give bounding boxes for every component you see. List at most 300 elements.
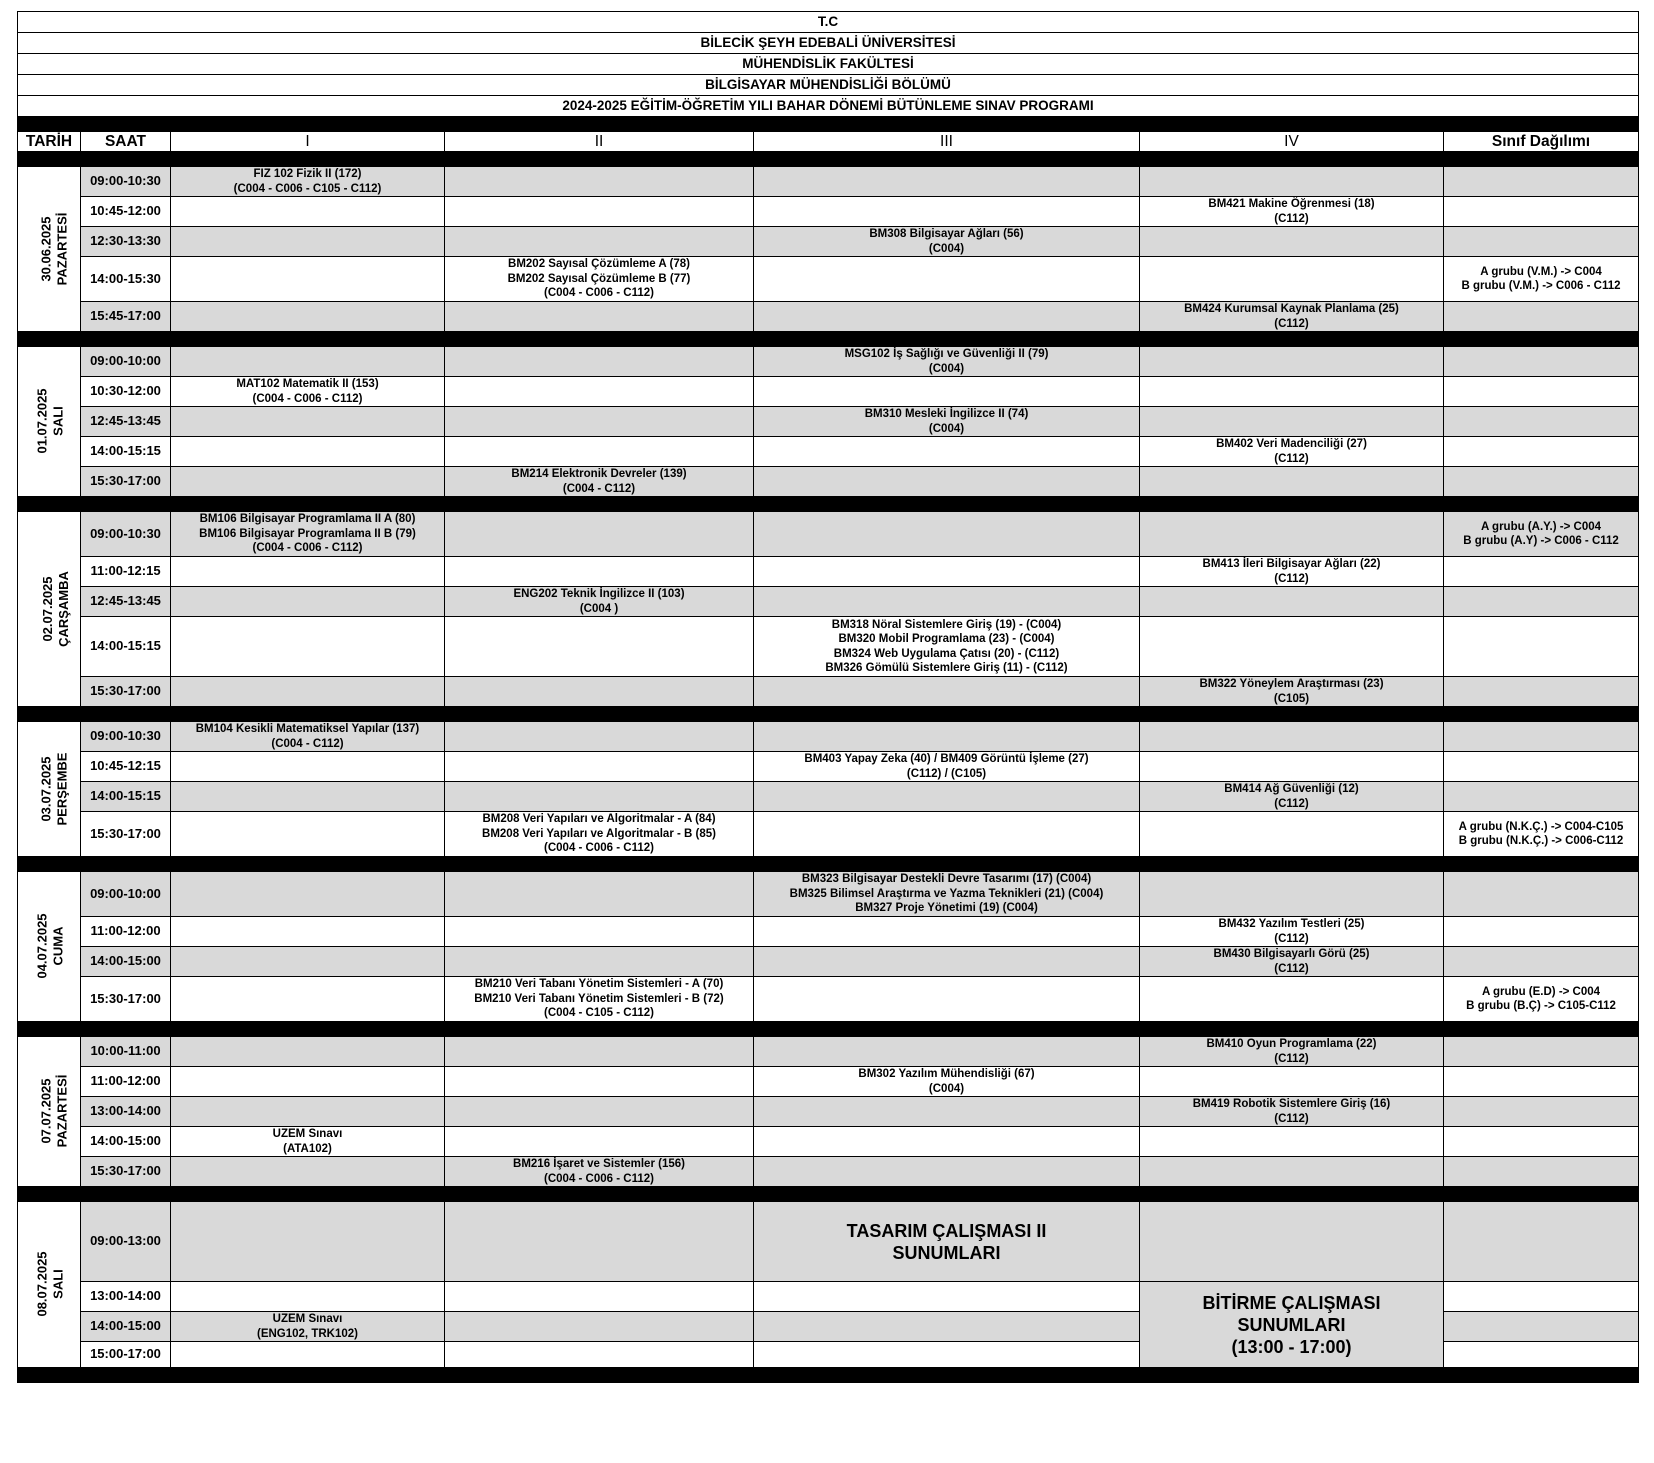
time-slot: 12:45-13:45 [81,407,171,437]
schedule-row [18,782,1639,812]
slot-ii [445,1312,754,1342]
slot-ii [445,617,754,677]
cell-line: UZEM Sınavı [272,1128,343,1140]
schedule-row [18,1127,1639,1157]
slot-ii [445,917,754,947]
schedule-row [18,1157,1639,1187]
column-header-date: TARİH [18,132,81,152]
cell-line: FIZ 102 Fizik II (172) [253,168,362,180]
date-value: 04.07.2025 [34,913,50,979]
schedule-row [18,917,1639,947]
cell-line: BM210 Veri Tabanı Yönetim Sistemleri - B (72) [474,992,724,1005]
schedule-row [18,617,1639,677]
cell-line: A grubu (E.D) -> C004 [1481,985,1601,998]
schedule-row [18,1282,1639,1312]
class-distribution [1444,812,1639,857]
slot-ii [445,167,754,197]
schedule-row [18,977,1639,1022]
exam-schedule-table [17,11,1639,1383]
cell-line: (C004 - C006 - C112) [544,287,654,300]
cell-line: (C004) [928,242,965,255]
time-slot: 10:00-11:00 [81,1037,171,1067]
cell-line: (C004) [928,1082,965,1095]
slot-ii [445,1097,754,1127]
slot-iii [754,587,1140,617]
schedule-row [18,872,1639,917]
slot-iii [754,437,1140,467]
cell-line: BM432 Yazılım Testleri (25) [1218,918,1365,930]
slot-iv [1140,812,1444,857]
cell-line: BM302 Yazılım Mühendisliği (67) [858,1068,1035,1080]
cell-line: (ATA102) [283,1142,332,1155]
slot-i [171,1342,445,1368]
slot-i [171,872,445,917]
class-distribution [1444,407,1639,437]
slot-iv [1140,557,1444,587]
slot-iii [754,1157,1140,1187]
slot-ii [445,812,754,857]
slot-iv [1140,227,1444,257]
slot-iii [754,1312,1140,1342]
schedule-row [18,1202,1639,1282]
column-header-class-distribution: Sınıf Dağılımı [1444,132,1639,152]
class-distribution [1444,1282,1639,1312]
date-label [35,914,67,979]
cell-line: B grubu (A.Y) -> C006 - C112 [1463,535,1619,547]
column-header-iv: IV [1140,132,1444,152]
cell-line: BM208 Veri Yapıları ve Algoritmalar - B (85) [482,827,716,840]
cell-line: BM214 Elektronik Devreler (139) [511,468,687,480]
schedule-row [18,677,1639,707]
schedule-row [18,722,1639,752]
cell-line: BM324 Web Uygulama Çatısı (20) - (C112) [833,647,1060,660]
slot-iii [754,377,1140,407]
time-slot: 15:45-17:00 [81,302,171,332]
exam-schedule-sheet [17,11,1638,1383]
day-name: SALI [50,406,66,437]
class-distribution [1444,947,1639,977]
slot-iv [1140,1067,1444,1097]
slot-i [171,1312,445,1342]
class-distribution [1444,1067,1639,1097]
slot-iv [1140,257,1444,302]
slot-iv [1140,677,1444,707]
date-label [35,389,67,454]
cell-line: (C004 - C006 - C112) [252,392,363,405]
day-name: ÇARŞAMBA [55,570,71,647]
cell-line: UZEM Sınavı [272,1313,343,1325]
slot-iv [1140,722,1444,752]
slot-i [171,377,445,407]
class-distribution [1444,587,1639,617]
slot-iv [1140,1157,1444,1187]
cell-line: (C112) [1274,212,1309,225]
slot-iv [1140,872,1444,917]
slot-iii [754,947,1140,977]
cell-line: BM318 Nöral Sistemlere Giriş (19) - (C004) [831,618,1062,631]
slot-ii [445,677,754,707]
cell-line: BM414 Ağ Güvenliği (12) [1224,783,1359,795]
cell-line: BM308 Bilgisayar Ağları (56) [869,228,1024,240]
cell-line: (C105) [1273,692,1310,705]
cell-line: BM208 Veri Yapıları ve Algoritmalar - A (84) [482,813,716,826]
slot-iv [1140,782,1444,812]
slot-i [171,1067,445,1097]
slot-i [171,812,445,857]
cell-line: (C112) [1274,1052,1309,1065]
column-header-ii: II [445,132,754,152]
cell-line: (C004) [928,362,965,375]
day-name: SALI [50,1269,66,1300]
cell-line: B grubu (V.M.) -> C006 - C112 [1461,280,1621,292]
slot-iii [754,617,1140,677]
time-slot: 15:30-17:00 [81,812,171,857]
cell-line: ENG202 Teknik İngilizce II (103) [513,588,685,600]
schedule-row [18,257,1639,302]
cell-line: (C112) [1274,317,1309,330]
time-slot: 10:45-12:00 [81,197,171,227]
slot-i [171,1037,445,1067]
slot-iii [754,812,1140,857]
slot-ii [445,782,754,812]
time-slot: 14:00-15:30 [81,257,171,302]
slot-iii [754,227,1140,257]
cell-line: (C004 ) [579,602,619,615]
slot-iii [754,917,1140,947]
class-distribution [1444,1202,1639,1282]
cell-line: (C112) [1274,797,1309,810]
time-slot: 11:00-12:00 [81,1067,171,1097]
date-value: 08.07.2025 [34,1251,50,1317]
cell-line: MAT102 Matematik II (153) [236,378,379,390]
cell-line: BM325 Bilimsel Araştırma ve Yazma Teknikleri (21) (C004) [789,887,1104,900]
slot-ii [445,977,754,1022]
cell-line: BM413 İleri Bilgisayar Ağları (22) [1202,558,1381,570]
cell-line: BM202 Sayısal Çözümleme B (77) [507,272,691,285]
cell-line: (C004 - C112) [271,737,344,750]
time-slot: 09:00-10:30 [81,167,171,197]
date-cell [18,347,81,497]
cell-line: BM424 Kurumsal Kaynak Planlama (25) [1184,303,1399,315]
slot-iv [1140,437,1444,467]
schedule-row [18,812,1639,857]
slot-iii [754,167,1140,197]
class-distribution [1444,347,1639,377]
slot-iv [1140,917,1444,947]
cell-line: BM202 Sayısal Çözümleme A (78) [508,258,690,271]
time-slot: 14:00-15:15 [81,617,171,677]
date-value: 07.07.2025 [38,1078,54,1144]
slot-i [171,302,445,332]
slot-iv [1140,512,1444,557]
separator-bar [18,117,1639,132]
class-distribution [1444,557,1639,587]
slot-ii [445,257,754,302]
cell-line: (C112) / (C105) [906,767,987,780]
time-slot: 09:00-10:00 [81,872,171,917]
cell-line: A grubu (N.K.Ç.) -> C004-C105 [1458,820,1624,833]
class-distribution [1444,467,1639,497]
schedule-row [18,557,1639,587]
separator-bar [18,1368,1639,1383]
cell-line: BM430 Bilgisayarlı Görü (25) [1213,948,1370,960]
time-slot: 15:30-17:00 [81,1157,171,1187]
cell-line: BM320 Mobil Programlama (23) - (C004) [838,633,1055,645]
cell-line: A grubu (V.M.) -> C004 [1480,265,1602,278]
class-distribution [1444,1037,1639,1067]
cell-line: (ENG102, TRK102) [257,1327,358,1340]
cell-line: BM403 Yapay Zeka (40) / BM409 Görüntü İşleme (27) [804,753,1089,765]
cell-line: (13:00 - 17:00) [1231,1336,1352,1357]
date-label [35,1252,67,1317]
slot-i [171,1157,445,1187]
time-slot: 15:30-17:00 [81,677,171,707]
cell-line: BM106 Bilgisayar Programlama II A (80) [199,513,416,526]
header-line-3: MÜHENDİSLİK FAKÜLTESİ [18,54,1639,75]
slot-ii [445,512,754,557]
time-slot: 13:00-14:00 [81,1097,171,1127]
slot-iv [1140,587,1444,617]
slot-iii [754,1202,1140,1282]
slot-i [171,467,445,497]
class-distribution [1444,302,1639,332]
separator-bar [18,152,1639,167]
day-name: CUMA [50,926,66,966]
slot-iv [1140,1097,1444,1127]
header-line-4: BİLGİSAYAR MÜHENDİSLİĞİ BÖLÜMÜ [18,75,1639,96]
class-distribution [1444,722,1639,752]
separator-bar [18,497,1639,512]
class-distribution [1444,257,1639,302]
time-slot: 12:45-13:45 [81,587,171,617]
date-cell [18,167,81,332]
cell-line: BM106 Bilgisayar Programlama II B (79) [199,527,416,540]
date-cell [18,722,81,857]
slot-i [171,257,445,302]
cell-line: BM104 Kesikli Matematiksel Yapılar (137) [195,723,420,735]
cell-line: BM421 Makine Öğrenmesi (18) [1208,198,1375,210]
slot-i [171,227,445,257]
class-distribution [1444,197,1639,227]
cell-line: BM327 Proje Yönetimi (19) (C004) [855,902,1038,915]
time-slot: 13:00-14:00 [81,1282,171,1312]
slot-iii [754,1037,1140,1067]
schedule-row [18,587,1639,617]
time-slot: 09:00-10:00 [81,347,171,377]
header-line-5: 2024-2025 EĞİTİM-ÖĞRETİM YILI BAHAR DÖNEMİ BÜTÜNLEME SINAV PROGRAMI [18,96,1639,117]
date-value: 01.07.2025 [34,388,50,454]
time-slot: 14:00-15:15 [81,782,171,812]
cell-line: BM323 Bilgisayar Destekli Devre Tasarımı (17) (C004) [801,873,1092,886]
schedule-row [18,197,1639,227]
date-cell [18,872,81,1022]
slot-iii [754,1342,1140,1368]
cell-line: (C112) [1274,962,1309,975]
slot-i [171,512,445,557]
date-value: 02.07.2025 [39,576,55,642]
schedule-row [18,167,1639,197]
separator-bar [18,1187,1639,1202]
slot-i [171,1097,445,1127]
cell-line: (C112) [1274,1112,1309,1125]
header-line-1: T.C [18,12,1639,33]
class-distribution [1444,752,1639,782]
slot-iv [1140,167,1444,197]
time-slot: 14:00-15:00 [81,1127,171,1157]
schedule-row [18,512,1639,557]
schedule-row [18,347,1639,377]
slot-iii [754,302,1140,332]
slot-i [171,1282,445,1312]
date-label [38,212,70,285]
slot-iv [1140,467,1444,497]
date-value: 03.07.2025 [38,756,54,822]
slot-iii [754,1127,1140,1157]
time-slot: 10:30-12:00 [81,377,171,407]
slot-ii [445,1157,754,1187]
slot-i [171,437,445,467]
slot-iv [1140,1202,1444,1282]
date-cell [18,512,81,707]
class-distribution [1444,872,1639,917]
graduation-project-presentations [1140,1282,1444,1368]
time-slot: 14:00-15:00 [81,1312,171,1342]
cell-line: (C004 - C006 - C112) [252,542,363,555]
class-distribution [1444,1312,1639,1342]
slot-i [171,782,445,812]
slot-ii [445,752,754,782]
slot-i [171,587,445,617]
time-slot: 15:30-17:00 [81,467,171,497]
day-name: PAZARTESİ [54,212,70,286]
time-slot: 11:00-12:15 [81,557,171,587]
slot-iv [1140,347,1444,377]
slot-iii [754,782,1140,812]
class-distribution [1444,167,1639,197]
cell-line: (C004 - C006 - C112) [544,1172,654,1185]
slot-iv [1140,407,1444,437]
time-slot: 09:00-13:00 [81,1202,171,1282]
slot-iv [1140,1127,1444,1157]
cell-line: BİTİRME ÇALIŞMASI [1202,1292,1381,1313]
slot-i [171,917,445,947]
schedule-row [18,227,1639,257]
slot-ii [445,377,754,407]
slot-i [171,197,445,227]
cell-line: BM402 Veri Madenciliği (27) [1216,438,1367,450]
slot-iii [754,1067,1140,1097]
slot-ii [445,1342,754,1368]
separator-bar [18,707,1639,722]
slot-i [171,347,445,377]
slot-iv [1140,752,1444,782]
slot-ii [445,557,754,587]
time-slot: 11:00-12:00 [81,917,171,947]
slot-iii [754,467,1140,497]
cell-line: BM216 İşaret ve Sistemler (156) [513,1158,685,1170]
slot-i [171,407,445,437]
separator-bar [18,857,1639,872]
slot-iii [754,512,1140,557]
slot-iv [1140,1037,1444,1067]
slot-i [171,1202,445,1282]
time-slot: 09:00-10:30 [81,512,171,557]
schedule-row [18,437,1639,467]
slot-iii [754,407,1140,437]
slot-iv [1140,197,1444,227]
date-label [38,1075,70,1148]
slot-iii [754,677,1140,707]
slot-ii [445,437,754,467]
class-distribution [1444,977,1639,1022]
day-name: PAZARTESİ [54,1074,70,1148]
slot-i [171,677,445,707]
cell-line: BM310 Mesleki İngilizce II (74) [864,408,1029,420]
slot-iii [754,752,1140,782]
slot-i [171,1127,445,1157]
cell-line: (C004 - C105 - C112) [544,1007,654,1020]
schedule-row [18,302,1639,332]
cell-line: BM322 Yöneylem Araştırması (23) [1199,678,1384,690]
date-cell [18,1037,81,1187]
slot-ii [445,407,754,437]
schedule-row [18,467,1639,497]
schedule-row [18,377,1639,407]
slot-ii [445,872,754,917]
slot-iv [1140,302,1444,332]
cell-line: (C004 - C006 - C105 - C112) [233,182,382,195]
slot-ii [445,1282,754,1312]
class-distribution [1444,1342,1639,1368]
time-slot: 14:00-15:15 [81,437,171,467]
slot-iv [1140,377,1444,407]
column-header-iii: III [754,132,1140,152]
day-name: PERŞEMBE [54,752,70,826]
date-label [40,571,72,647]
slot-ii [445,947,754,977]
slot-iv [1140,947,1444,977]
column-header-time: SAAT [81,132,171,152]
slot-iv [1140,617,1444,677]
date-label [38,752,70,825]
cell-line: SUNUMLARI [1237,1314,1346,1335]
class-distribution [1444,677,1639,707]
class-distribution [1444,1097,1639,1127]
slot-i [171,557,445,587]
cell-line: TASARIM ÇALIŞMASI II [846,1220,1047,1241]
slot-iii [754,722,1140,752]
slot-iii [754,977,1140,1022]
cell-line: BM419 Robotik Sistemlere Giriş (16) [1192,1098,1391,1110]
slot-ii [445,197,754,227]
cell-line: MSG102 İş Sağlığı ve Güvenliği II (79) [844,348,1049,360]
separator-bar [18,332,1639,347]
cell-line: B grubu (N.K.Ç.) -> C006-C112 [1458,835,1624,847]
cell-line: (C112) [1274,932,1309,945]
slot-i [171,617,445,677]
slot-iii [754,1282,1140,1312]
time-slot: 12:30-13:30 [81,227,171,257]
slot-i [171,167,445,197]
slot-iii [754,557,1140,587]
cell-line: BM326 Gömülü Sistemlere Giriş (11) - (C112) [825,662,1068,674]
cell-line: (C112) [1274,572,1309,585]
slot-iv [1140,977,1444,1022]
slot-iii [754,872,1140,917]
slot-i [171,752,445,782]
class-distribution [1444,1157,1639,1187]
slot-iii [754,1097,1140,1127]
